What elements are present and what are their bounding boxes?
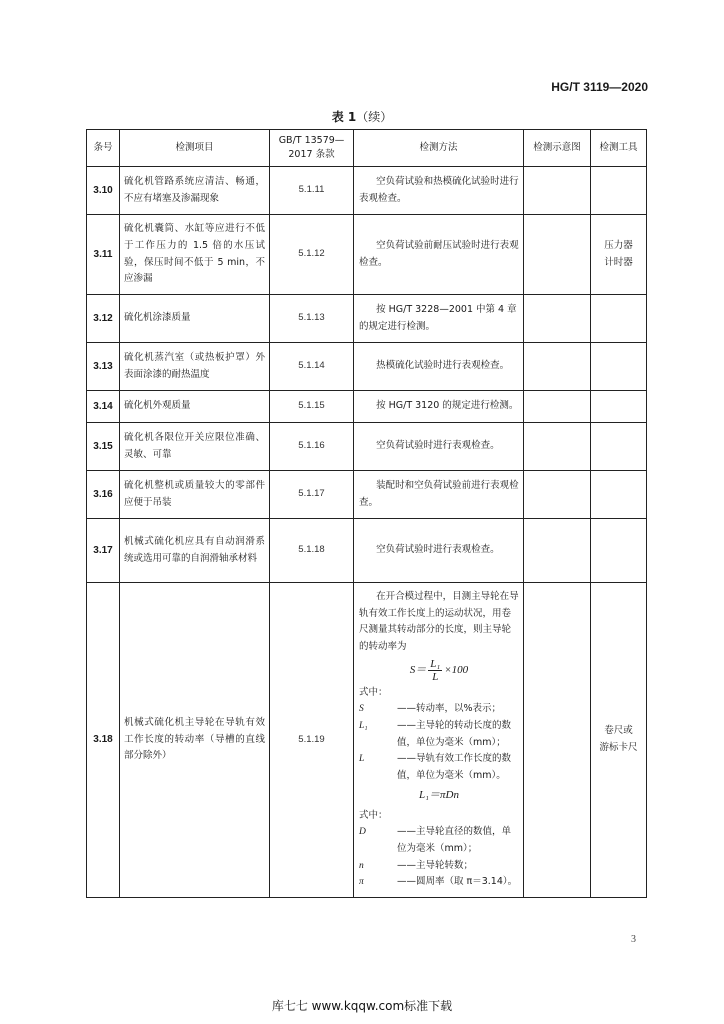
- footer-watermark-text: 库七七 www.kqqw.com标准下载: [271, 999, 453, 1013]
- standard-number: HG/T 3119—2020: [551, 80, 648, 94]
- where-label: 式中：: [359, 686, 388, 698]
- row-clause: 5.1.11: [270, 167, 354, 215]
- definition-text: ——主导轮的转动长度的数值，单位为毫米（mm）；: [397, 719, 512, 748]
- definition-symbol: D: [359, 827, 366, 838]
- row-item: 硫化机各限位开关应限位准确、灵敏、可靠: [120, 423, 270, 471]
- row-clause: 5.1.13: [270, 295, 354, 343]
- row-tool: [591, 423, 647, 471]
- row-tool: [591, 295, 647, 343]
- table-row: [87, 215, 647, 295]
- row-number: 3.18: [87, 583, 120, 898]
- definitions-list: [359, 701, 519, 784]
- row-number: 3.11: [87, 215, 120, 295]
- row-method: 空负荷试验和热模硫化试验时进行表观检查。: [354, 167, 524, 215]
- table-row: [87, 471, 647, 519]
- table-row: [87, 343, 647, 391]
- definition-item: [359, 824, 519, 857]
- row-method: [354, 583, 524, 898]
- row-diagram: [524, 583, 591, 898]
- table-caption: [0, 108, 724, 125]
- row-diagram: [524, 519, 591, 583]
- row-item: 硫化机外观质量: [120, 391, 270, 423]
- row-tool: 压力器 计时器: [591, 215, 647, 295]
- row-diagram: [524, 295, 591, 343]
- row-item: 机械式硫化机应具有自动润滑系统或选用可靠的自润滑轴承材料: [120, 519, 270, 583]
- row-method: 热模硫化试验时进行表观检查。: [354, 343, 524, 391]
- row-method: 装配时和空负荷试验前进行表观检查。: [354, 471, 524, 519]
- row-tool: 卷尺或 游标卡尺: [591, 583, 647, 898]
- table-row: [87, 295, 647, 343]
- row-item: 硫化机管路系统应清洁、畅通，不应有堵塞及渗漏现象: [120, 167, 270, 215]
- col-header-no: 条号: [87, 130, 120, 167]
- row-clause: 5.1.17: [270, 471, 354, 519]
- col-header-clause: GB/T 13579—2017 条款: [270, 130, 354, 167]
- row-clause: 5.1.12: [270, 215, 354, 295]
- row-number: 3.14: [87, 391, 120, 423]
- row-clause: 5.1.19: [270, 583, 354, 898]
- definition-symbol: L: [359, 754, 365, 765]
- col-header-tool: 检测工具: [591, 130, 647, 167]
- row-number: 3.13: [87, 343, 120, 391]
- definition-symbol: n: [359, 860, 364, 871]
- row-diagram: [524, 215, 591, 295]
- col-header-diagram: 检测示意图: [524, 130, 591, 167]
- row-clause: 5.1.15: [270, 391, 354, 423]
- formula-rotation-rate: [359, 658, 519, 683]
- row-item: 硫化机囊筒、水缸等应进行不低于工作压力的 1.5 倍的水压试验，保压时间不低于 5 min，不应渗漏: [120, 215, 270, 295]
- row-diagram: [524, 471, 591, 519]
- definition-text: ——转动率，以%表示；: [397, 703, 502, 715]
- row-tool: [591, 471, 647, 519]
- table-row: [87, 583, 647, 898]
- definition-item: [359, 858, 519, 875]
- formula-numerator: L₁: [430, 657, 441, 670]
- table-caption-title: 表 1: [331, 110, 357, 124]
- col-header-item: 检测项目: [120, 130, 270, 167]
- row-tool: [591, 519, 647, 583]
- definitions-list: [359, 824, 519, 891]
- table-caption-continued: （续）: [356, 110, 393, 124]
- row-diagram: [524, 343, 591, 391]
- formula-lhs: S＝: [409, 663, 427, 676]
- row-item: 硫化机涂漆质量: [120, 295, 270, 343]
- definition-text: ——主导轮直径的数值，单位为毫米（mm）；: [397, 826, 512, 854]
- row-diagram: [524, 167, 591, 215]
- page-number: 3: [631, 934, 636, 945]
- row-method: 空负荷试验前耐压试验时进行表观检查。: [354, 215, 524, 295]
- formula-fraction: [428, 658, 442, 683]
- formula-denominator: L: [432, 670, 439, 683]
- row-item: 机械式硫化机主导轮在导轨有效工作长度的转动率（导槽的直线部分除外）: [120, 583, 270, 898]
- row-method: 按 HG/T 3228—2001 中第 4 章的规定进行检测。: [354, 295, 524, 343]
- definition-item: [359, 751, 519, 784]
- row-clause: 5.1.14: [270, 343, 354, 391]
- row-diagram: [524, 391, 591, 423]
- inspection-table: [86, 129, 647, 898]
- row-number: 3.15: [87, 423, 120, 471]
- definition-text: ——导轨有效工作长度的数值，单位为毫米（mm）。: [397, 753, 512, 781]
- row-number: 3.17: [87, 519, 120, 583]
- table-row: [87, 519, 647, 583]
- row-clause: 5.1.18: [270, 519, 354, 583]
- table-row: [87, 391, 647, 423]
- row-tool: [591, 391, 647, 423]
- formula-rotation-length: L₁＝πDn: [419, 789, 459, 802]
- row-method: 空负荷试验时进行表观检查。: [354, 519, 524, 583]
- definition-symbol: π: [359, 877, 364, 888]
- table-header-row: [87, 130, 647, 167]
- row-item: 硫化机整机或质量较大的零部件应便于吊装: [120, 471, 270, 519]
- row-item: 硫化机蒸汽室（或热板护罩）外表面涂漆的耐热温度: [120, 343, 270, 391]
- row-tool: [591, 167, 647, 215]
- col-header-method: 检测方法: [354, 130, 524, 167]
- row-number: 3.16: [87, 471, 120, 519]
- definition-item: [359, 718, 519, 751]
- row-method: 空负荷试验时进行表观检查。: [354, 423, 524, 471]
- definition-item: [359, 874, 519, 891]
- method-intro: 在开合模过程中，目测主导轮在导轨有效工作长度上的运动状况，用卷尺测量其转动部分的长度，则主导轮的转动率为: [359, 591, 519, 652]
- where-label: 式中：: [359, 809, 388, 821]
- definition-item: [359, 701, 519, 718]
- table-row: [87, 423, 647, 471]
- definition-symbol: S: [359, 704, 364, 715]
- row-tool: [591, 343, 647, 391]
- row-number: 3.12: [87, 295, 120, 343]
- table-row: [87, 167, 647, 215]
- row-number: 3.10: [87, 167, 120, 215]
- definition-text: ——圆周率（取 π＝3.14）。: [397, 876, 518, 888]
- row-diagram: [524, 423, 591, 471]
- definition-symbol: L₁: [359, 720, 368, 731]
- definition-text: ——主导轮转数；: [397, 859, 474, 871]
- formula-rhs: ×100: [444, 663, 469, 676]
- row-clause: 5.1.16: [270, 423, 354, 471]
- row-method: 按 HG/T 3120 的规定进行检测。: [354, 391, 524, 423]
